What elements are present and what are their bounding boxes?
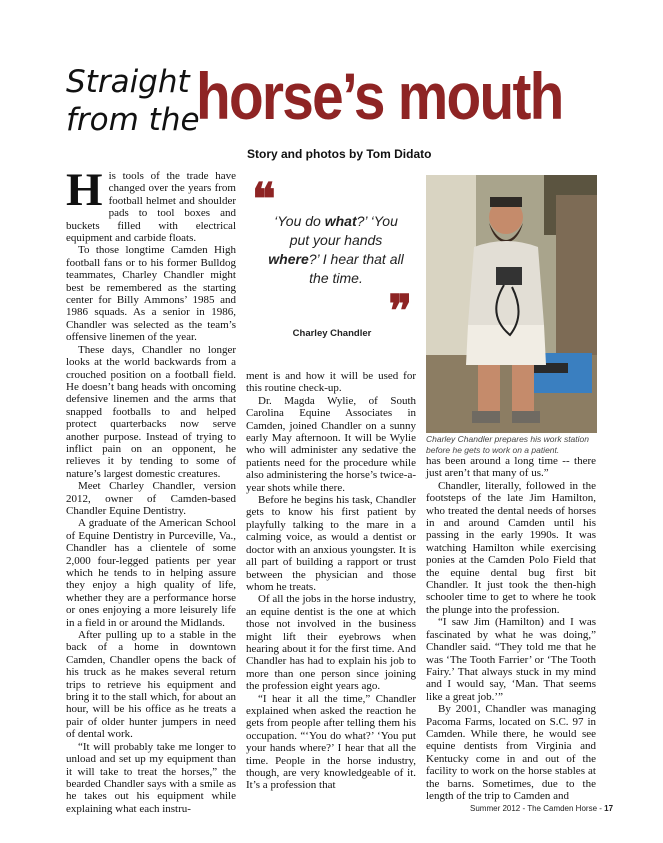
paragraph: Dr. Magda Wylie, of South Carolina Equine Associates in Camden, joined Chandler on a sunny early May afternoon. It will be Wylie who will administer any sedative the patients need for the procedure while also administering the horse’s twice-a-year shots while there.	[246, 394, 416, 494]
photo-charley-chandler	[426, 175, 597, 433]
pull-quote-part: ?’ ‘You put your hands	[289, 213, 398, 248]
article-column-2	[246, 370, 416, 792]
article-column-3	[426, 455, 596, 802]
drop-cap: H	[66, 164, 103, 216]
headline-line-2: from the	[66, 102, 200, 138]
paragraph: “I saw Jim (Hamilton) and I was fascinated by what he was doing,” Chandler said. “They told me that he was ‘The Tooth Farrier’ or ‘The Tooth Fairy.’ That always stuck in my mind and I would say, ‘Man. That seems like a great job.’”	[426, 616, 596, 703]
paragraph: “I hear it all the time,” Chandler explained when asked the reaction he gets from people after telling them his occupation. “‘You do what?’ ‘You put your hands where?’ I hear that all the time. People in the horse industry, though, are very knowledgeable of it. It’s a profession that	[246, 692, 416, 792]
paragraph: These days, Chandler no longer looks at the world backwards from a crouched position on a football field. He doesn’t bang heads with oncoming defensive linemen and the arms that snapped footballs to and helped protect quarterbacks now serve another purpose. Instead of trying to inflict pain on an opponent, he relieves it by tending to some of nature’s largest domestic creatures.	[66, 343, 236, 480]
pull-quote-part: ?’ I hear that all the time.	[308, 251, 404, 286]
folio-text: Summer 2012 - The Camden Horse -	[470, 804, 605, 813]
paragraph: has been around a long time -- there just aren’t that many of us.”	[426, 455, 596, 480]
photo-caption: Charley Chandler prepares his work station before he gets to work on a patient.	[426, 434, 589, 455]
open-quote-mark: ❝	[252, 175, 276, 224]
pull-quote-emphasis: where	[268, 251, 309, 267]
page-folio	[470, 804, 613, 814]
headline-line-1: Straight	[66, 64, 190, 100]
paragraph: After pulling up to a stable in the back of a home in downtown Camden, Chandler opens the back of his truck as he makes several return trips to retrieve his equipment and bring it to the stall which, for about an hour, will be his office as he treats a pair of older hunter jumpers in need of dental work.	[66, 629, 236, 741]
headline-main: horse’s mouth	[196, 59, 563, 133]
page-number: 17	[604, 804, 614, 813]
paragraph: “It will probably take me longer to unload and set up my equipment than it will take to treat the horses,” the bearded Chandler says with a smile as he takes out his equipment while explaining what each instru-	[66, 740, 236, 815]
pull-quote-emphasis: what	[324, 213, 357, 229]
pull-quote-part: ‘You do	[274, 213, 325, 229]
pull-quote-attribution: Charley Chandler	[292, 328, 372, 339]
paragraph: is tools of the trade have changed over the years from football helmet and shoulder pads to tool boxes and buckets filled with electrical equipment and carbide floats.	[66, 170, 236, 245]
paragraph: Meet Charley Chandler, version 2012, owner of Camden-based Chandler Equine Dentistry.	[66, 480, 236, 517]
paragraph: A graduate of the American School of Equine Dentistry in Purceville, Va., Chandler has a clientele of some 2,000 four-legged patients per year which he tends to in helping assure they enjoy a high quality of life, whether they are a performance horse or ones enjoying a more leisurely life in a field in or around the Midlands.	[66, 517, 236, 629]
paragraph: To those longtime Camden High football fans or to his former Bulldog teammates, Charley Chandler might best be remembered as the starting center for Billy Ammons’ 1985 and 1986 squads. As a senior in 1986, Chandler was selected as the team’s offensive linemen of the year.	[66, 244, 236, 344]
pull-quote	[252, 175, 412, 350]
close-quote-mark: ❞	[388, 287, 412, 336]
article-column-1	[66, 164, 236, 815]
paragraph: Before he begins his task, Chandler gets to know his first patient by playfully talking to the mare in a calming voice, as would a dentist or doctor with an anxious youngster. It is all part of building a rapport or trust between the physician and those whom he treats.	[246, 494, 416, 593]
paragraph: By 2001, Chandler was managing Pacoma Farms, located on S.C. 97 in Camden. While there, he would see equine dentists from Virginia and Kentucky come in and out of the facility to work on the horse stables at the barns. Sometimes, due to the length of the trip to Camden and	[426, 703, 596, 802]
paragraph: Of all the jobs in the horse industry, an equine dentist is the one at which those not involved in the business might lift their eyebrows when hearing about it for the first time. And Chandler has had to explain his job to more than one person since joining the profession eight years ago.	[246, 593, 416, 693]
paragraph: ment is and how it will be used for this routine check-up.	[246, 370, 416, 395]
paragraph: Chandler, literally, followed in the footsteps of the late Jim Hamilton, who treated the dental needs of horses in and around Camden until his passing in the early 1990s. It was watching Hamilton while exercising ponies at the Camden Polo Field that the equine dental bug first bit Chandler. It just took the then-high schooler time to get to where he took the plunge into the profession.	[426, 479, 596, 616]
photo-illustration	[426, 175, 597, 433]
pull-quote-text	[266, 212, 406, 288]
byline: Story and photos by Tom Didato	[247, 147, 432, 161]
